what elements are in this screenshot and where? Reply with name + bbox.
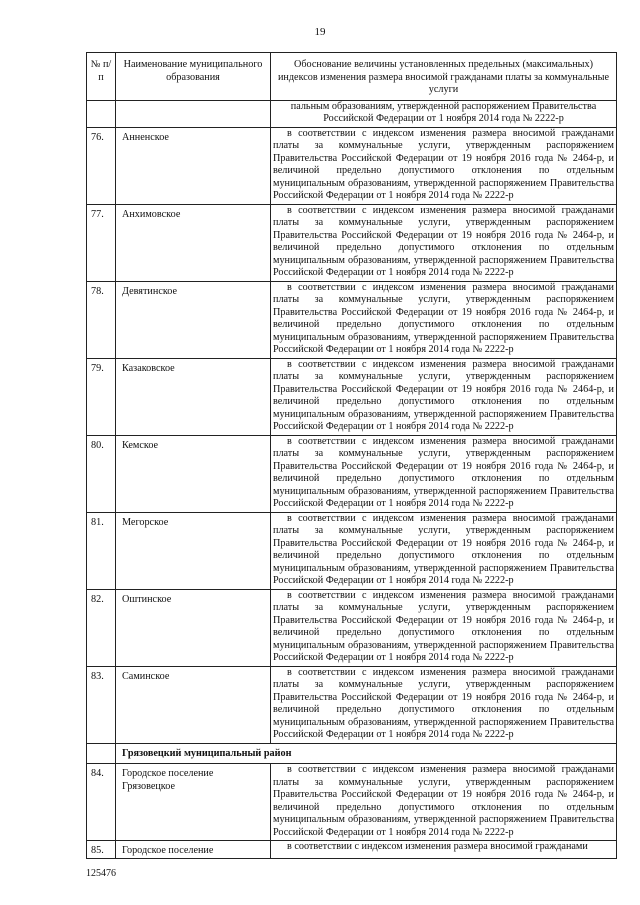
basis-text: в соответствии с индексом изменения размера вносимой гражданами платы за коммунальные услуги, утвержденным распоряжением Правительства Российской Федерации от 19 ноября 2016 года № 2464-р, и величиной предельно допустимого отклонения по отдельным муниципальным образованиям, утвержденной распоряжением Правительства Российской Федерации от 1 ноября 2014 года № 2222-р [271,764,617,841]
region-row [87,743,617,764]
municipality-name: Кемское [116,435,271,512]
row-number: 84. [87,764,116,841]
table-row [87,841,617,859]
row-number: 85. [87,841,116,859]
indices-table [86,52,617,859]
basis-text: в соответствии с индексом изменения размера вносимой гражданами платы за коммунальные услуги, утвержденным распоряжением Правительства Российской Федерации от 19 ноября 2016 года № 2464-р, и величиной предельно допустимого отклонения по отдельным муниципальным образованиям, утвержденной распоряжением Правительства Российской Федерации от 1 ноября 2014 года № 2222-р [271,204,617,281]
table-row [87,764,617,841]
table-row-continuation [87,100,617,127]
municipality-name: Городское поселение [116,841,271,859]
table-row [87,512,617,589]
row-number: 82. [87,589,116,666]
row-number: 76. [87,127,116,204]
header-name: Наименование муниципального образования [116,53,271,101]
municipality-name: Городское поселение Грязовецкое [116,764,271,841]
municipality-name: Саминское [116,666,271,743]
basis-text: в соответствии с индексом изменения размера вносимой гражданами платы за коммунальные услуги, утвержденным распоряжением Правительства Российской Федерации от 19 ноября 2016 года № 2464-р, и величиной предельно допустимого отклонения по отдельным муниципальным образованиям, утвержденной распоряжением Правительства Российской Федерации от 1 ноября 2014 года № 2222-р [271,435,617,512]
continuation-text: пальным образованиям, утвержденной распоряжением Правительства Российской Федерации от 1 ноября 2014 года № 2222-р [271,100,617,127]
basis-text: в соответствии с индексом изменения размера вносимой гражданами платы за коммунальные услуги, утвержденным распоряжением Правительства Российской Федерации от 19 ноября 2016 года № 2464-р, и величиной предельно допустимого отклонения по отдельным муниципальным образованиям, утвержденной распоряжением Правительства Российской Федерации от 1 ноября 2014 года № 2222-р [271,358,617,435]
table-row [87,435,617,512]
row-number: 78. [87,281,116,358]
table-row [87,589,617,666]
basis-text: в соответствии с индексом изменения размера вносимой гражданами платы за коммунальные услуги, утвержденным распоряжением Правительства Российской Федерации от 19 ноября 2016 года № 2464-р, и величиной предельно допустимого отклонения по отдельным муниципальным образованиям, утвержденной распоряжением Правительства Российской Федерации от 1 ноября 2014 года № 2222-р [271,281,617,358]
municipality-name: Мегорское [116,512,271,589]
basis-text: в соответствии с индексом изменения размера вносимой гражданами [271,841,617,859]
table-row [87,358,617,435]
municipality-name: Казаковское [116,358,271,435]
header-num: № п/п [87,53,116,101]
row-number: 83. [87,666,116,743]
municipality-name: Оштинское [116,589,271,666]
table-row [87,666,617,743]
row-number: 79. [87,358,116,435]
table-row [87,127,617,204]
region-title: Грязовецкий муниципальный район [116,743,617,764]
basis-text: в соответствии с индексом изменения размера вносимой гражданами платы за коммунальные услуги, утвержденным распоряжением Правительства Российской Федерации от 19 ноября 2016 года № 2464-р, и величиной предельно допустимого отклонения по отдельным муниципальным образованиям, утвержденной распоряжением Правительства Российской Федерации от 1 ноября 2014 года № 2222-р [271,127,617,204]
row-number: 77. [87,204,116,281]
row-number: 81. [87,512,116,589]
basis-text: в соответствии с индексом изменения размера вносимой гражданами платы за коммунальные услуги, утвержденным распоряжением Правительства Российской Федерации от 19 ноября 2016 года № 2464-р, и величиной предельно допустимого отклонения по отдельным муниципальным образованиям, утвержденной распоряжением Правительства Российской Федерации от 1 ноября 2014 года № 2222-р [271,512,617,589]
basis-text: в соответствии с индексом изменения размера вносимой гражданами платы за коммунальные услуги, утвержденным распоряжением Правительства Российской Федерации от 19 ноября 2016 года № 2464-р, и величиной предельно допустимого отклонения по отдельным муниципальным образованиям, утвержденной распоряжением Правительства Российской Федерации от 1 ноября 2014 года № 2222-р [271,589,617,666]
table-row [87,204,617,281]
row-number: 80. [87,435,116,512]
page-number: 19 [314,26,326,38]
municipality-name: Девятинское [116,281,271,358]
basis-text: в соответствии с индексом изменения размера вносимой гражданами платы за коммунальные услуги, утвержденным распоряжением Правительства Российской Федерации от 19 ноября 2016 года № 2464-р, и величиной предельно допустимого отклонения по отдельным муниципальным образованиям, утвержденной распоряжением Правительства Российской Федерации от 1 ноября 2014 года № 2222-р [271,666,617,743]
header-basis: Обоснование величины установленных предельных (максимальных) индексов изменения размера вносимой гражданами платы за коммунальные услуги [271,53,617,101]
municipality-name: Анненское [116,127,271,204]
municipality-name: Анхимовское [116,204,271,281]
table-row [87,281,617,358]
document-code: 125476 [86,868,116,879]
table-header-row [87,53,617,101]
